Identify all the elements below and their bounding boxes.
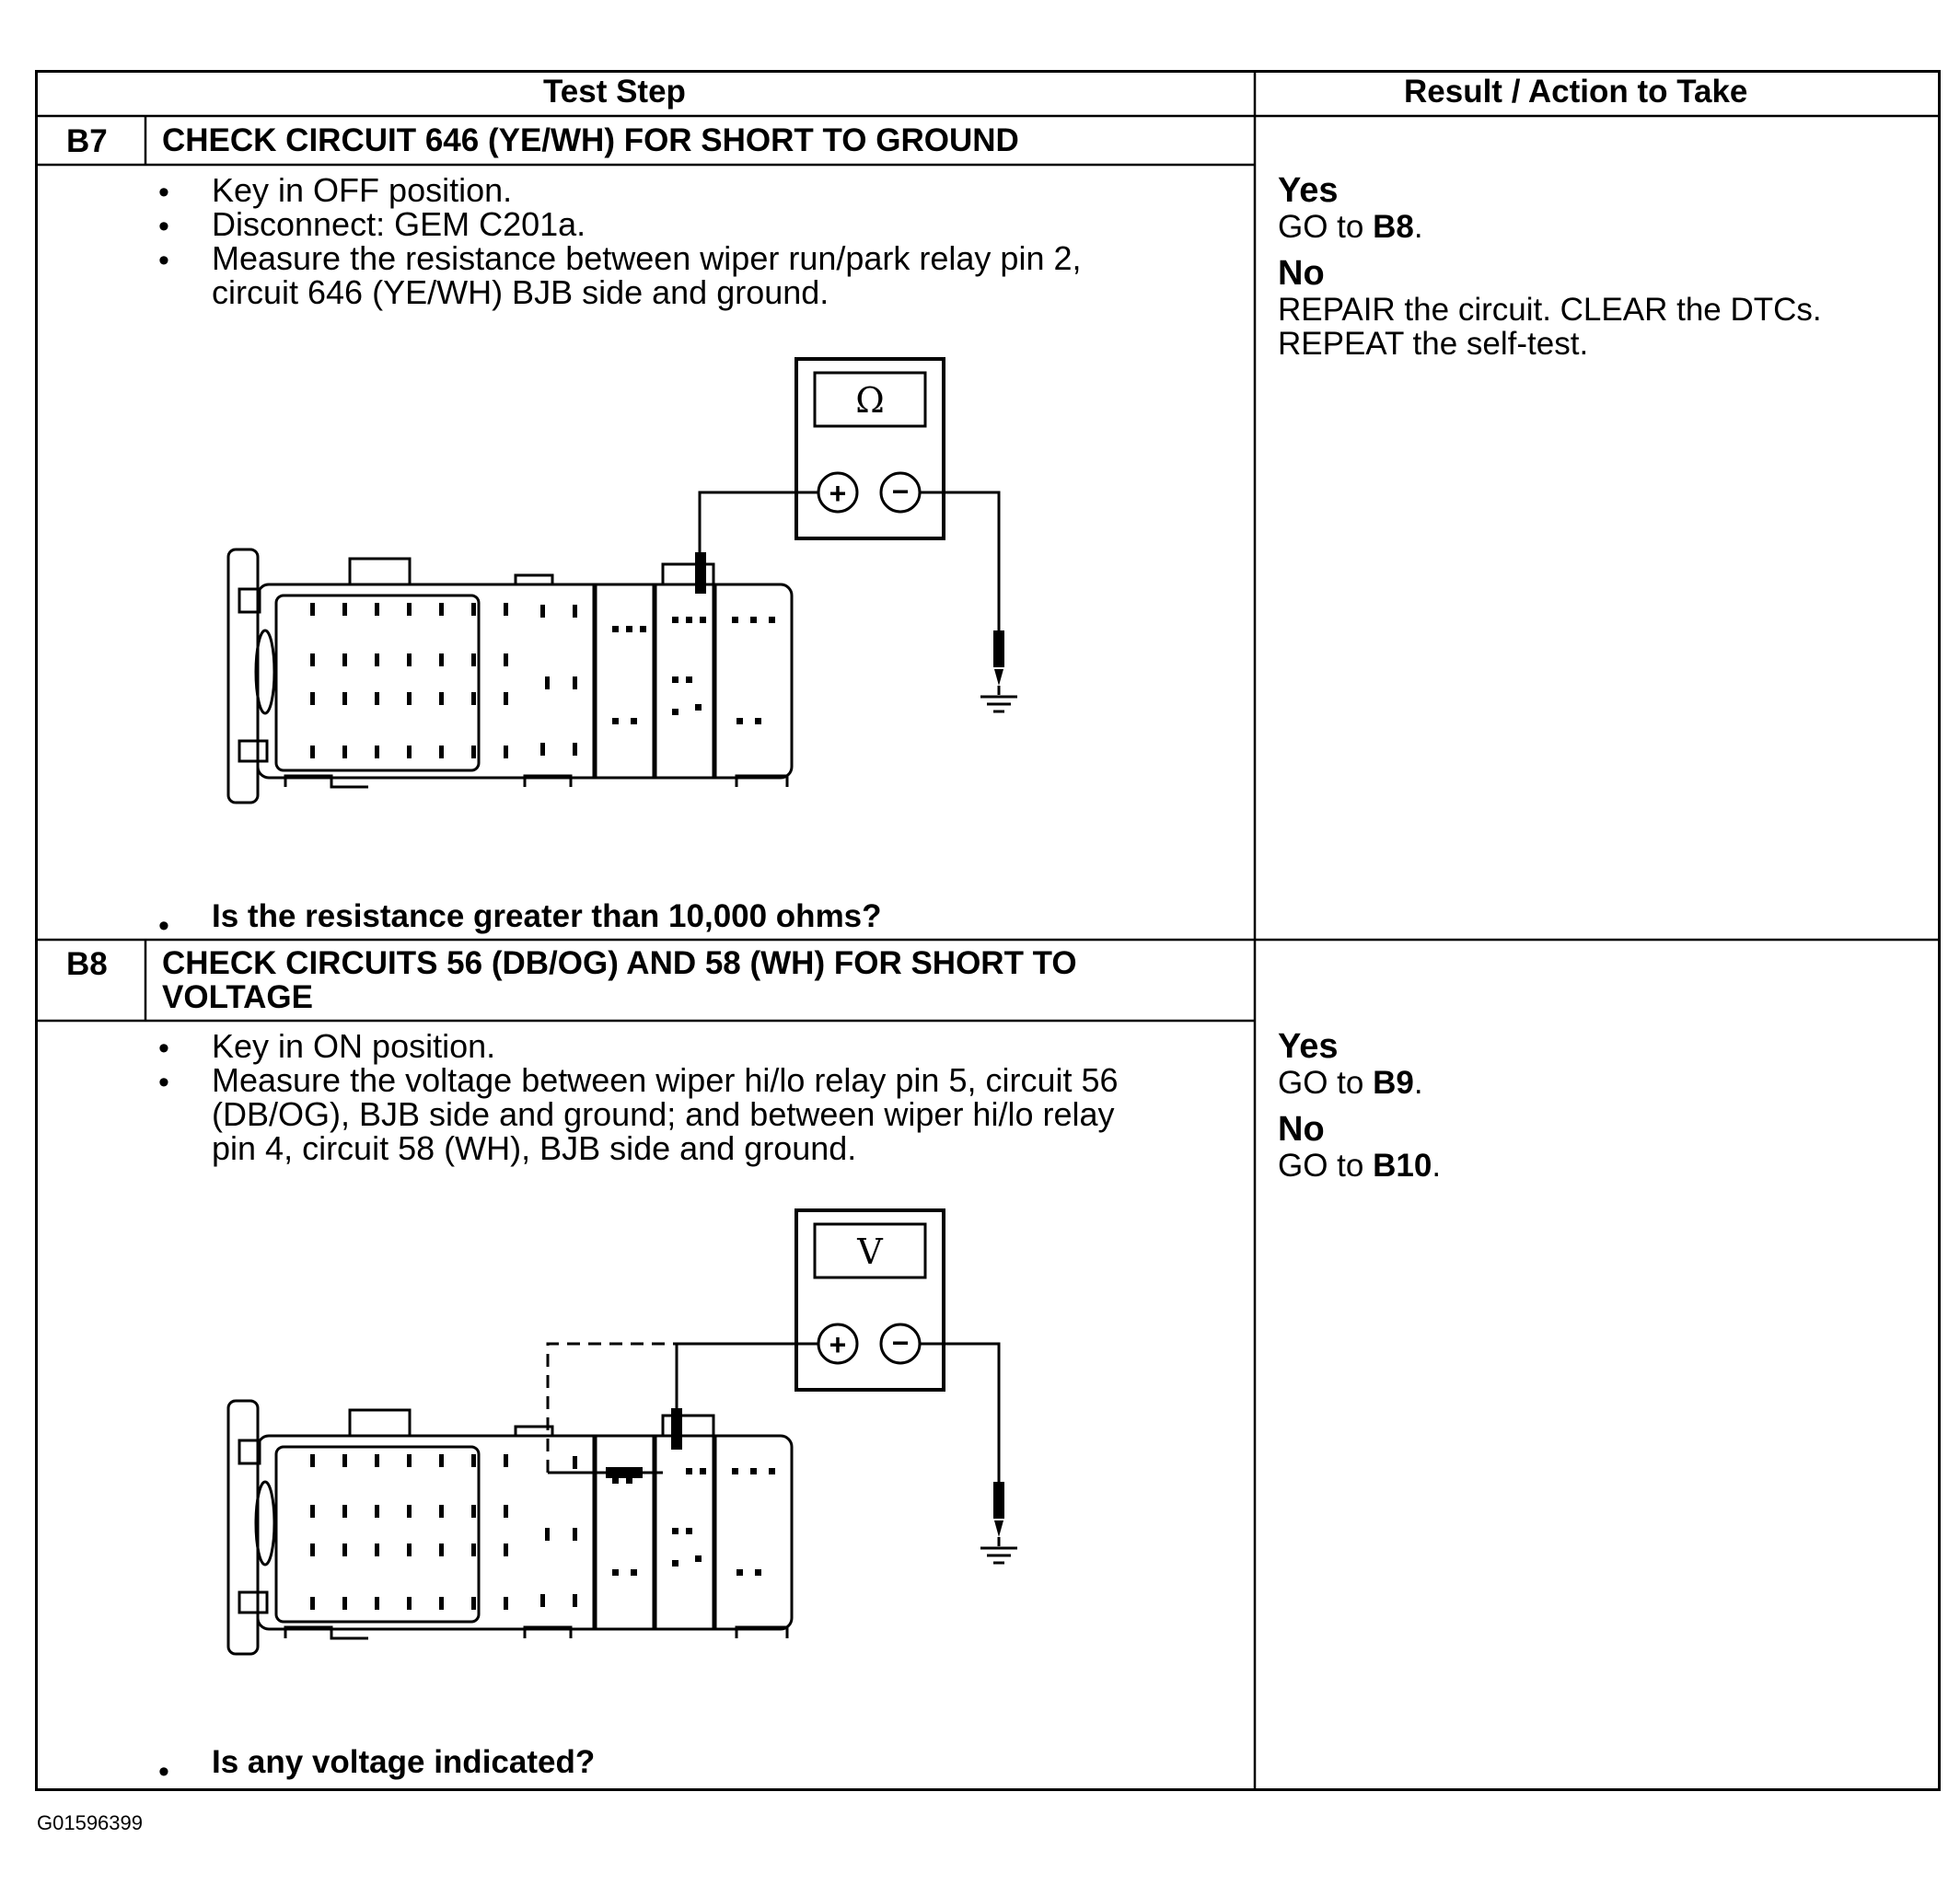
bullet-icon: • — [158, 1031, 169, 1066]
minus-terminal: − — [891, 475, 910, 508]
link-b9: B9 — [1373, 1065, 1414, 1101]
diagram-b8-voltmeter-test — [221, 1206, 1013, 1675]
bullet-icon: • — [158, 908, 169, 943]
result-yes-action-b8: GO to B9. — [1278, 1065, 1423, 1101]
bullet-icon: • — [158, 1754, 169, 1789]
instruction-b8-2: Measure the voltage between wiper hi/lo relay pin 5, circuit 56 (DB/OG), BJB side and ground; and between wiper hi/lo relay pin 4, circuit 58 (WH), BJB side and ground. — [212, 1061, 1119, 1167]
junction-box-connector — [228, 549, 792, 803]
instruction-b7-1: Key in OFF position. — [212, 171, 513, 209]
result-yes-label-b8: Yes — [1278, 1027, 1339, 1066]
link-b8: B8 — [1373, 209, 1414, 245]
result-yes-action-b7: GO to B8. — [1278, 209, 1423, 245]
step-id-b8: B8 — [66, 946, 108, 982]
connector-pins — [310, 1454, 775, 1610]
bullet-icon: • — [158, 175, 169, 210]
diagram-b7-ohmmeter-test — [221, 354, 1013, 824]
minus-terminal: − — [891, 1326, 910, 1359]
ohmmeter-icon — [796, 359, 944, 538]
instruction-b8-1: Key in ON position. — [212, 1027, 496, 1065]
plus-terminal: + — [829, 1328, 847, 1361]
result-no-action-b8: GO to B10. — [1278, 1148, 1442, 1184]
meter-symbol-b8: V — [857, 1231, 883, 1272]
instruction-b7-3: Measure the resistance between wiper run/park relay pin 2, circuit 646 (YE/WH) BJB side and ground. — [212, 239, 1082, 311]
figure-code: G01596399 — [37, 1811, 143, 1834]
question-b7: Is the resistance greater than 10,000 ohms? — [212, 898, 882, 934]
result-yes-label-b7: Yes — [1278, 171, 1339, 210]
instruction-b7-2: Disconnect: GEM C201a. — [212, 205, 586, 243]
connector-pins — [310, 603, 775, 758]
voltmeter-icon — [796, 1210, 944, 1390]
step-title-b7: CHECK CIRCUIT 646 (YE/WH) FOR SHORT TO GROUND — [162, 122, 1019, 158]
result-no-label-b7: No — [1278, 254, 1325, 293]
link-b10: B10 — [1373, 1148, 1432, 1184]
bullet-icon: • — [158, 1065, 169, 1100]
ground-icon — [980, 697, 1017, 711]
bullet-icon: • — [158, 243, 169, 278]
step-id-b7: B7 — [66, 123, 108, 159]
step-title-b8: CHECK CIRCUITS 56 (DB/OG) AND 58 (WH) FOR SHORT TO VOLTAGE — [162, 945, 1077, 1015]
ground-icon — [980, 1548, 1017, 1563]
plus-terminal: + — [829, 477, 847, 510]
meter-symbol-b7: Ω — [855, 380, 885, 421]
header-test-step: Test Step — [543, 74, 686, 110]
bullet-icon: • — [158, 209, 169, 244]
result-no-label-b8: No — [1278, 1110, 1325, 1149]
question-b8: Is any voltage indicated? — [212, 1744, 596, 1780]
result-no-action-b7: REPAIR the circuit. CLEAR the DTCs. REPEAT the self-test. — [1278, 292, 1822, 362]
header-result-action: Result / Action to Take — [1404, 74, 1748, 110]
junction-box-connector — [228, 1401, 792, 1654]
